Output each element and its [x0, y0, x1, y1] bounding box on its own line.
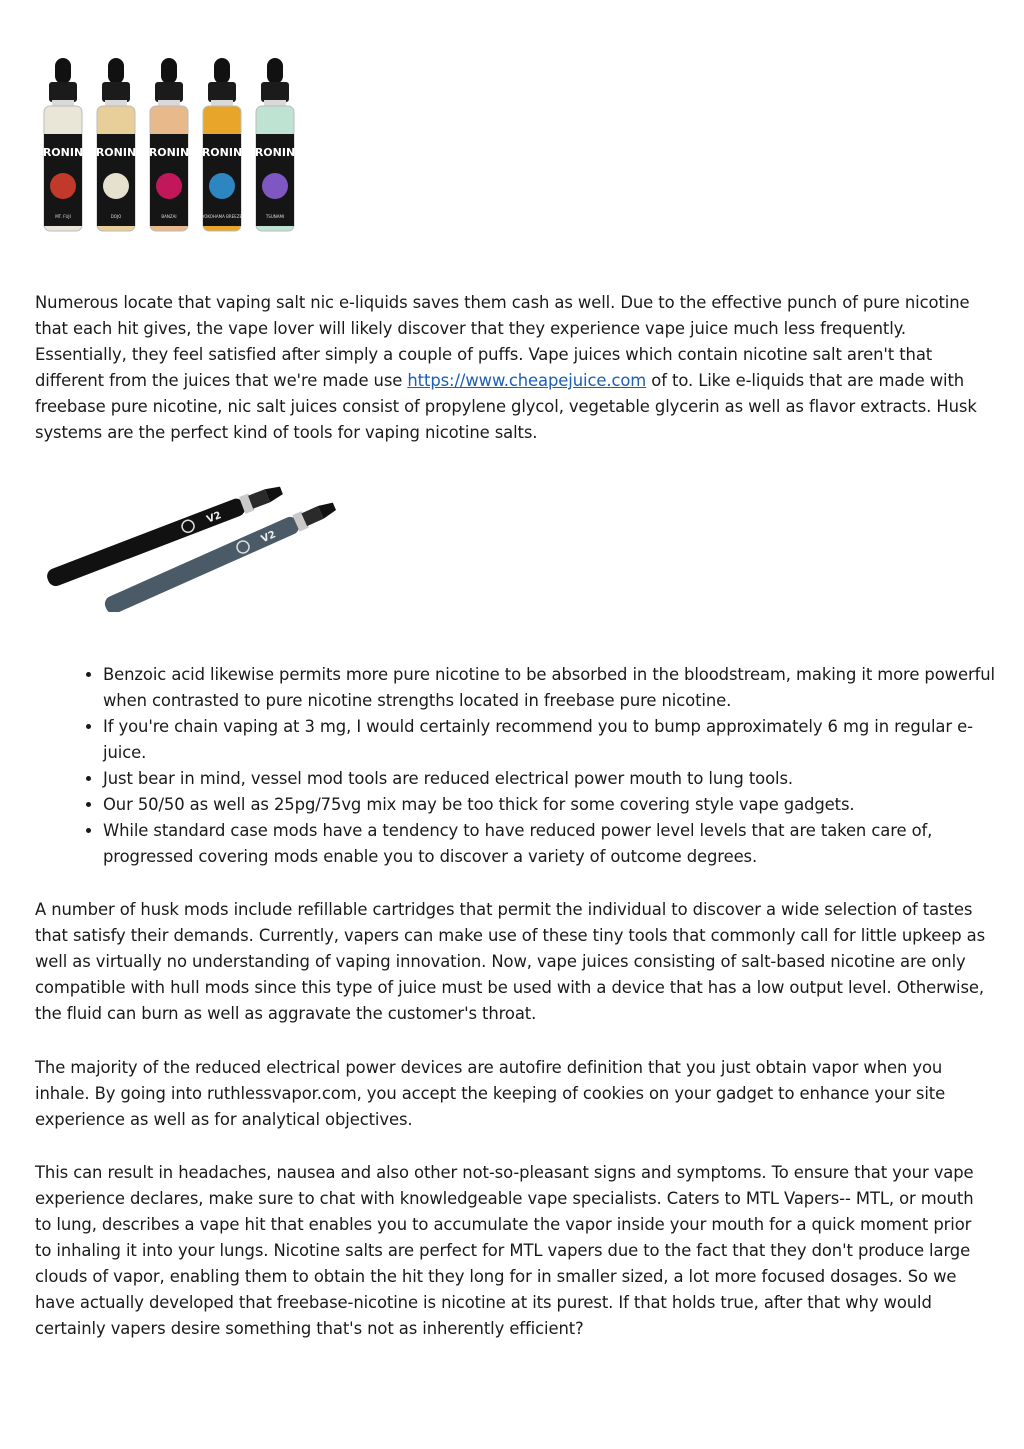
- bottle-art: [209, 173, 235, 199]
- bottle-cap: [208, 82, 236, 102]
- list-item: • Benzoic acid likewise permits more pure nicotine to be absorbed in the bloodstream, making it more powerful when contrasted to pure nicotine strengths located in freebase pure nicotine.: [103, 662, 1003, 714]
- bottle-art: [103, 173, 129, 199]
- paragraph-4: This can result in headaches, nausea and also other not-so-pleasant signs and symptoms. To ensure that your vape experience declares, make sure to chat with knowledgeable vape specialists. Caters to MTL Vapers-- MTL, or mouth to lung, describes a vape hit that enables you to accumulate the vapor inside your mouth for a quick moment prior to inhaling it into your lungs. Nicotine salts are perfect for MTL vapers due to the fact that they don't produce large clouds of vapor, enabling them to obtain the hit they long for in smaller sized, a lot more focused dosages. So we have actually developed that freebase-nicotine is nicotine at its purest. If that holds true, after that why would certainly vapers desire something that's not as inherently efficient?: [35, 1163, 974, 1338]
- dropper-bulb: [214, 58, 230, 84]
- bottle-flavor-text: TSUNAMI: [265, 214, 285, 219]
- bottle-flavor-text: BANZAI: [161, 214, 177, 219]
- vape-pens-image: [40, 462, 380, 612]
- bottle-brand-text: RONIN: [254, 146, 296, 159]
- paragraph-1: [35, 290, 990, 446]
- bottle-brand-text: RONIN: [201, 146, 243, 159]
- bullet-list: [85, 662, 1003, 870]
- pen-brand-text: V2: [259, 529, 278, 546]
- eliquid-bottles-image: [40, 50, 350, 240]
- dropper-bulb: [55, 58, 71, 84]
- dropper-bulb: [161, 58, 177, 84]
- list-item: • If you're chain vaping at 3 mg, I would certainly recommend you to bump approximately 6 mg in regular e-juice.: [103, 714, 1003, 766]
- paragraph-2: A number of husk mods include refillable cartridges that permit the individual to discover a wide selection of tastes that satisfy their demands. Currently, vapers can make use of these tiny tools that commonly call for little upkeep as well as virtually no understanding of vaping innovation. Now, vape juices consisting of salt-based nicotine are only compatible with hull mods since this type of juice must be used with a device that has a low output level. Otherwise, the fluid can burn as well as aggravate the customer's throat.: [35, 900, 986, 1023]
- bottle: [255, 58, 295, 231]
- bottle-art: [156, 173, 182, 199]
- bottle-brand-text: RONIN: [42, 146, 84, 159]
- bottle: [96, 58, 136, 231]
- dropper-bulb: [108, 58, 124, 84]
- bottle-art: [262, 173, 288, 199]
- paragraph-1-text-a: Numerous locate that vaping salt nic e-liquids saves them cash as well. Due to the effective punch of pure nicotine that each hit gives, the vape lover will likely discover that they experience vape juice much less frequently. Essentially, they feel satisfied after simply a couple of puffs. Vape juices which contain nicotine salt aren't that different from the juices that we're made use: [35, 293, 970, 390]
- bottle-cap: [102, 82, 130, 102]
- list-item: • Our 50/50 as well as 25pg/75vg mix may be too thick for some covering style vape gadgets.: [103, 792, 1003, 818]
- bottle: [43, 58, 83, 231]
- pen-brand-text: V2: [205, 510, 223, 526]
- bottle-brand-text: RONIN: [95, 146, 137, 159]
- bottle-flavor-text: MT. FUJI: [55, 214, 71, 219]
- bottle: [201, 58, 242, 231]
- list-item: • Just bear in mind, vessel mod tools are reduced electrical power mouth to lung tools.: [103, 766, 1003, 792]
- list-item: • While standard case mods have a tendency to have reduced power level levels that are taken care of, progressed covering mods enable you to discover a variety of outcome degrees.: [103, 818, 1003, 870]
- bottle: [149, 58, 189, 231]
- bottle-art: [50, 173, 76, 199]
- cheapejuice-link[interactable]: https://www.cheapejuice.com: [407, 371, 647, 390]
- paragraph-3: The majority of the reduced electrical power devices are autofire definition that you just obtain vapor when you inhale. By going into ruthlessvapor.com, you accept the keeping of cookies on your gadget to enhance your site experience as well as for analytical objectives.: [35, 1058, 946, 1129]
- bottle-cap: [155, 82, 183, 102]
- paragraph-1-text-b: of to. Like e-liquids that are made with freebase pure nicotine, nic salt juices consist of propylene glycol, vegetable glycerin as well as flavor extracts. Husk systems are the perfect kind of tools for vaping nicotine salts.: [35, 371, 977, 442]
- bottle-cap: [261, 82, 289, 102]
- bottle-flavor-text: DOJO: [110, 214, 122, 219]
- bottle-brand-text: RONIN: [148, 146, 190, 159]
- bottle-flavor-text: YOKOHAMA BREEZE: [202, 214, 242, 219]
- dropper-bulb: [267, 58, 283, 84]
- bottle-cap: [49, 82, 77, 102]
